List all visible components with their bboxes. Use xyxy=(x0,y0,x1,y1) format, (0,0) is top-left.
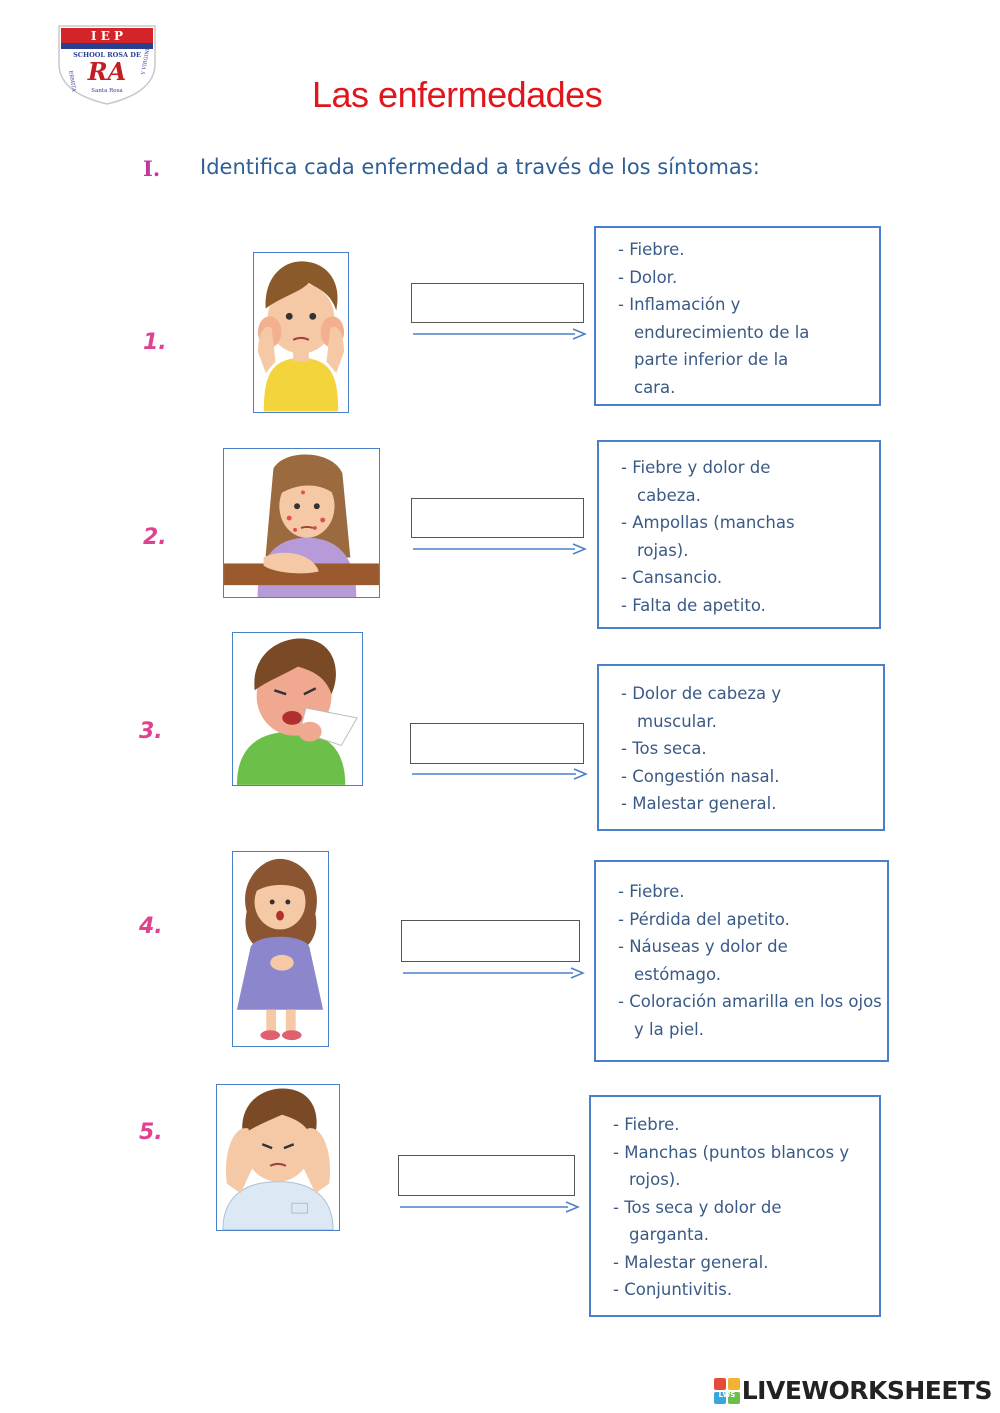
symptoms-box-1 xyxy=(594,226,881,406)
symptom-item: - Fiebre. xyxy=(618,878,877,906)
girl-stomach-ache-icon xyxy=(233,852,328,1046)
item-picture-3 xyxy=(232,632,363,786)
svg-text:RA: RA xyxy=(87,57,127,86)
boy-swollen-cheeks-icon xyxy=(254,253,348,412)
item-number: 2. xyxy=(143,525,167,550)
symptoms-box-5 xyxy=(589,1095,881,1317)
item-number: 4. xyxy=(139,914,163,939)
item-number: 1. xyxy=(143,330,167,355)
svg-text:ERMITA: ERMITA xyxy=(67,70,77,93)
symptom-item: - Cansancio. xyxy=(621,564,869,592)
symptom-item: - Fiebre. xyxy=(618,236,869,264)
girl-with-spots-icon xyxy=(224,449,379,597)
arrow-icon xyxy=(398,1201,580,1213)
liveworksheets-brand xyxy=(714,1376,992,1405)
svg-text:Santa Rosa: Santa Rosa xyxy=(91,88,123,94)
answer-input-3[interactable] xyxy=(410,723,584,764)
symptom-item: - Tos seca. xyxy=(621,735,873,763)
symptom-item: - Malestar general. xyxy=(621,790,873,818)
svg-text:Y VIRGINIA: Y VIRGINIA xyxy=(140,44,152,76)
symptom-item: - Conjuntivitis. xyxy=(613,1276,869,1304)
symptom-item: - Manchas (puntos blancos y rojos). xyxy=(613,1139,879,1194)
answer-input-4[interactable] xyxy=(401,920,580,962)
item-number: 3. xyxy=(139,719,163,744)
symptom-item: - Dolor de cabeza y muscular. xyxy=(621,680,847,735)
boy-sneezing-icon xyxy=(233,633,362,785)
arrow-icon xyxy=(410,768,588,780)
page-title: Las enfermedades xyxy=(312,74,603,115)
symptoms-box-4 xyxy=(594,860,889,1062)
symptoms-box-3 xyxy=(597,664,885,831)
symptom-item: - Falta de apetito. xyxy=(621,592,869,620)
item-picture-1 xyxy=(253,252,349,413)
section-number: I. xyxy=(143,156,161,181)
symptom-item: - Pérdida del apetito. xyxy=(618,906,877,934)
liveworksheets-logo-icon xyxy=(714,1378,740,1404)
symptom-item: - Inflamación y endurecimiento de la parte inferior de la cara. xyxy=(618,291,834,401)
item-picture-4 xyxy=(232,851,329,1047)
symptom-item: - Dolor. xyxy=(618,264,869,292)
symptom-item: - Malestar general. xyxy=(613,1249,869,1277)
symptoms-box-2 xyxy=(597,440,881,629)
brand-name: LIVEWORKSHEETS xyxy=(741,1376,992,1405)
item-picture-5 xyxy=(216,1084,340,1231)
symptom-item: - Tos seca y dolor de garganta. xyxy=(613,1194,829,1249)
item-number: 5. xyxy=(139,1120,163,1145)
section-instruction: Identifica cada enfermedad a través de los síntomas: xyxy=(200,155,760,179)
answer-input-5[interactable] xyxy=(398,1155,575,1196)
symptom-item: - Ampollas (manchas rojas). xyxy=(621,509,837,564)
symptom-item: - Fiebre y dolor de cabeza. xyxy=(621,454,827,509)
answer-input-2[interactable] xyxy=(411,498,584,538)
item-picture-2 xyxy=(223,448,380,598)
symptom-item: - Congestión nasal. xyxy=(621,763,873,791)
svg-text:I E P: I E P xyxy=(90,29,124,43)
school-logo xyxy=(55,24,159,106)
symptom-item: - Coloración amarilla en los ojos y la piel. xyxy=(618,988,894,1043)
boy-headache-icon xyxy=(217,1085,339,1230)
svg-text:LWS: LWS xyxy=(718,1390,736,1399)
symptom-item: - Fiebre. xyxy=(613,1111,869,1139)
symptom-item: - Náuseas y dolor de estómago. xyxy=(618,933,844,988)
answer-input-1[interactable] xyxy=(411,283,584,323)
arrow-icon xyxy=(411,543,587,555)
svg-text:SCHOOL ROSA DE: SCHOOL ROSA DE xyxy=(73,51,141,59)
arrow-icon xyxy=(411,328,587,340)
arrow-icon xyxy=(401,967,585,979)
